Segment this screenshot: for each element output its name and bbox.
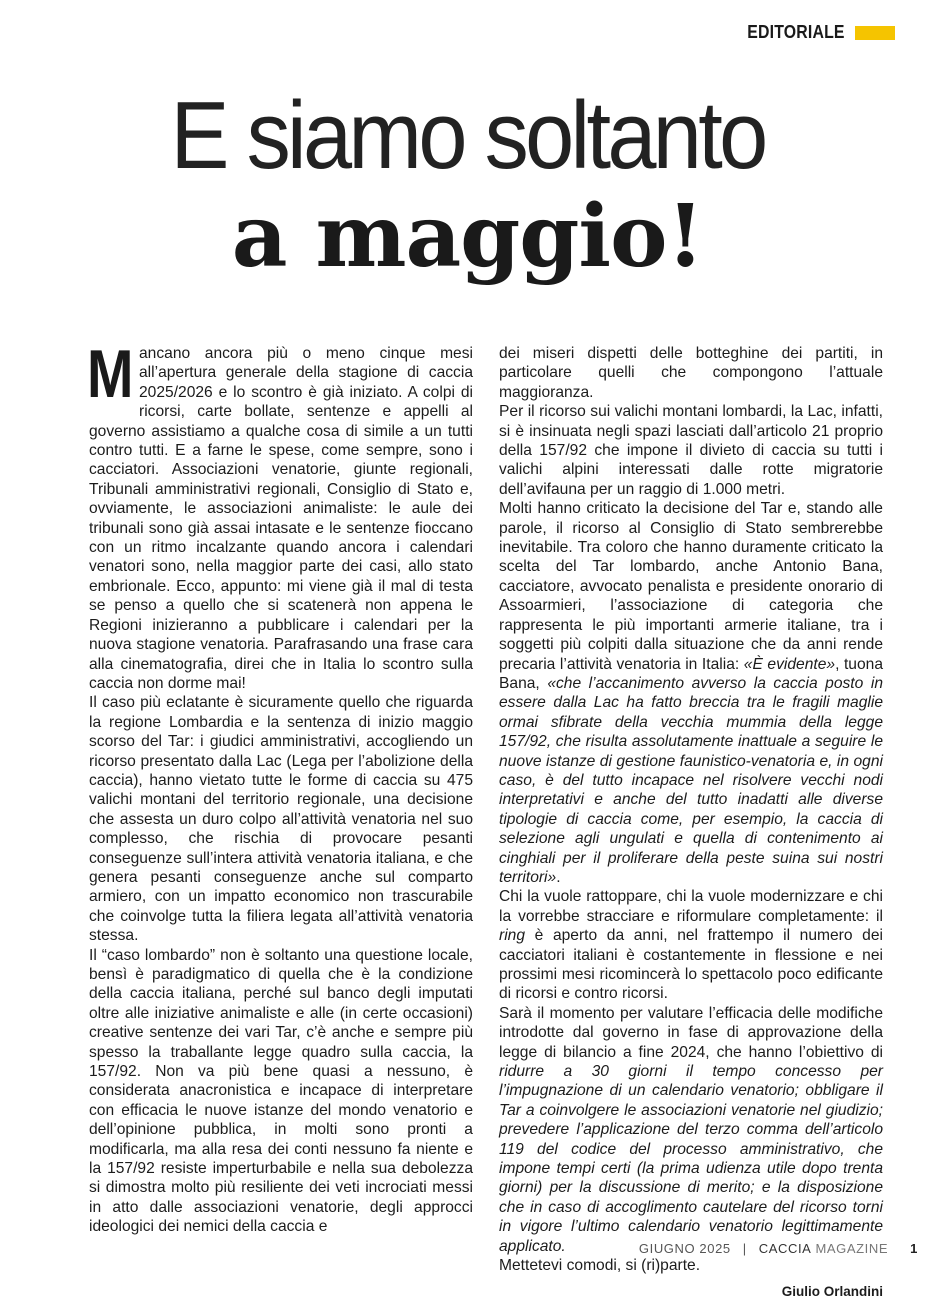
section-title: EDITORIALE bbox=[747, 22, 845, 42]
quote: «che l’accanimento avverso la caccia posto in essere dalla Lac ha fatto breccia tra le fragili maglie ormai sfibrate della vecchia mummia della legge 157/92, che risulta assolutamente inattuale a seguire le nuove istanze di gestione faunistico-venatoria e, in ogni caso, è del tutto incapace nel risolvere vecchi nodi interpretativi e anche del tutto inadatti alle diverse tipologie di caccia come, per esempio, la caccia di selezione agli ungulati e quella di contenimento ai cinghiali per il proliferare della peste suina sui nostri territori» bbox=[499, 674, 883, 886]
footer-separator: | bbox=[742, 1241, 747, 1256]
paragraph-text: , tuona Bana, bbox=[499, 655, 883, 692]
section-accent-bar bbox=[855, 26, 895, 40]
paragraph: Il caso più eclatante è sicuramente quello che riguarda la regione Lombardia e la sentenza di inizio maggio scorso del Tar: i giudici amministrativi, accogliendo un ricorso presentato dalla Lac (Lega per l’abolizione della caccia), hanno vietato tutte le forme di caccia su 475 valichi montani del territorio regionale, una decisione che assesta un duro colpo all’attività venatoria nel suo complesso, che rischia di provocare pesanti conseguenze sull’intera attività venatoria italiana, e che genera pesanti conseguenze anche sul comparto armiero, con un impatto economico non trascurabile che coinvolge tutta la filiera legata all’attività venatoria stessa. bbox=[89, 694, 473, 945]
article-column-right bbox=[499, 344, 883, 1301]
headline-line-2: a maggio! bbox=[231, 186, 704, 287]
emphasis: ring bbox=[499, 927, 526, 945]
magazine-name: CACCIA bbox=[758, 1241, 812, 1256]
emphasis: ridurre a 30 giorni il tempo concesso per l’impugnazione di un calendario venatorio; obbligare il Tar a coinvolgere le associazioni venatorie nel giudizio; prevedere l’applicazione del terzo comma dell’articolo 119 del codice del processo amministrativo, che impone tempi certi (la prima udienza utile dopo trenta giorni) per la discussione di merito; e la disposizione che in caso di accoglimento cautelare del ricorso torni in vigore l’ultimo calendario venatorio legittimamente applicato. bbox=[499, 1063, 883, 1255]
quote: «È evidente» bbox=[743, 655, 836, 673]
paragraph-text: ancano ancora più o meno cinque mesi all’apertura generale della stagione di caccia 2025/2026 e lo scontro è già iniziato. A colpi di ricorsi, carte bollate, sentenze e appelli al governo assistiamo a qualche cosa di simile a un tutti contro tutti. E a farne le spese, come sempre, sono i cacciatori. Associazioni venatorie, giunte regionali, Tribunali amministrativi regionali, Consiglio di Stato e, ovviamente, le associazioni animaliste: le aule dei tribunali sono già assai intasate e le sentenze fioccano con un ritmo incalzante quando ancora i calendari venatori sono, nella maggior parte dei casi, allo stato embrionale. Ecco, appunto: mi viene già il mal di testa se penso a quello che si scatenerà non appena le Regioni inizieranno a pubblicare i calendari per la nuova stagione venatoria. Parafrasando una frase cara alla cinematografia, direi che in Italia lo scontro sulla caccia non dorme mai! bbox=[89, 345, 473, 692]
paragraph-text: . bbox=[556, 868, 561, 886]
page-footer bbox=[639, 1241, 918, 1256]
issue-date: GIUGNO 2025 bbox=[638, 1241, 731, 1256]
paragraph: Il “caso lombardo” non è soltanto una questione locale, bensì è paradigmatico di quella che è la condizione della caccia italiana, perché sul banco degli imputati oltre alle iniziative animaliste e alle (in certe occasioni) creative sentenze dei vari Tar, c’è anche e sempre più spesso la traballante legge quadro sulla caccia, la 157/92. Non va più bene quasi a nessuno, è considerata anacronistica e incapace di interpretare con efficacia le nuove istanze del mondo venatorio e dell’opinione pubblica, in molti sono pronti a modificarla, ma alla resa dei conti nessuno fa niente e la 157/92 resiste imperturbabile e nella sua debolezza si dimostra molto più resiliente dei veti incrociati messi in atto dalle associazioni venatorie, degli approcci ideologici dei nemici della caccia e bbox=[89, 946, 473, 1236]
article-column-left bbox=[87, 336, 473, 1237]
paragraph bbox=[499, 887, 883, 1003]
paragraph: Per il ricorso sui valichi montani lombardi, la Lac, infatti, si è insinuata negli spazi lasciati dall’articolo 21 proprio della 157/92 che impone il divieto di caccia su tutti i valichi alpini interessati dalle rotte migratorie dell’avifauna per un raggio di 1.000 metri. bbox=[499, 403, 883, 498]
section-label bbox=[734, 22, 885, 43]
paragraph: Mettetevi comodi, si (ri)parte. bbox=[499, 1257, 701, 1275]
paragraph-text: Molti hanno criticato la decisione del Tar e, stando alle parole, il ricorso al Consiglio di Stato sembrerebbe inevitabile. Tra coloro che hanno duramente criticato la scelta del Tar lombardo, anche Antonio Bana, cacciatore, avvocato penalista e presidente onorario di Assoarmieri, l’associazione di categoria che rappresenta le più importanti armerie italiane, tra i soggetti più colpiti dalla situazione che da anni rende precaria l’attività venatoria in Italia: bbox=[499, 500, 883, 673]
headline-line-1: E siamo soltanto bbox=[170, 82, 765, 189]
paragraph-text: Chi la vuole rattoppare, chi la vuole modernizzare e chi la vorrebbe stracciare e riformulare completamente: il bbox=[499, 888, 883, 925]
paragraph bbox=[87, 336, 473, 693]
author-signature: Giulio Orlandini bbox=[781, 1283, 883, 1299]
paragraph-text: Sarà il momento per valutare l’efficacia delle modifiche introdotte dal governo in fase di approvazione della legge di bilancio a fine 2024, che hanno l’obiettivo di bbox=[499, 1004, 883, 1061]
paragraph-text: è aperto da anni, nel frattempo il numero dei cacciatori italiani è costantemente in flessione e nei prossimi mesi ricomincerà lo spettacolo poco edificante di ricorsi e contro ricorsi. bbox=[499, 927, 883, 1003]
page-number: 1 bbox=[910, 1241, 918, 1256]
magazine-name-suffix: MAGAZINE bbox=[815, 1241, 889, 1256]
paragraph bbox=[499, 499, 883, 887]
paragraph: dei miseri dispetti delle botteghine dei partiti, in particolare quelli che compongono l’attuale maggioranza. bbox=[499, 345, 883, 401]
drop-cap: M bbox=[87, 336, 134, 412]
paragraph bbox=[499, 1004, 883, 1256]
